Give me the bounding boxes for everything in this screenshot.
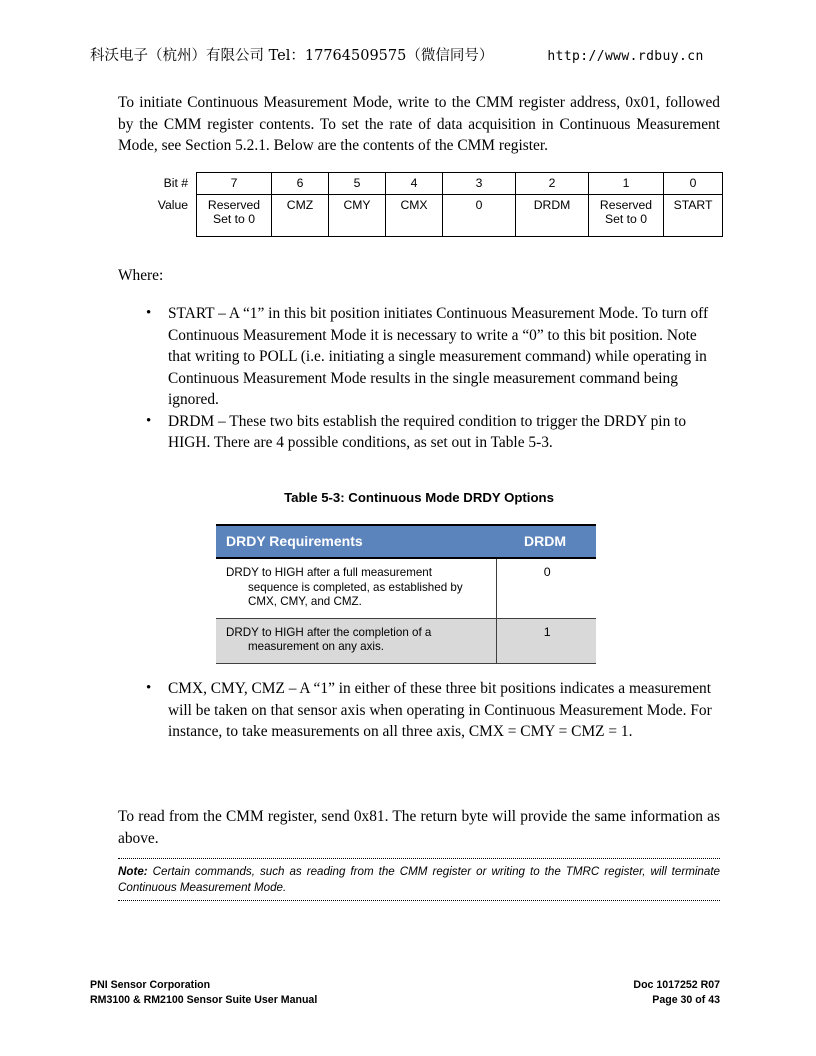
column-header-drdm: DRDM: [496, 525, 596, 558]
value-cell-4: [386, 195, 443, 237]
table-5-3: [216, 524, 596, 664]
bullet-text-cmx-cmy-cmz: CMX, CMY, CMZ – A “1” in either of these three bit positions indicates a measurement will be taken on that sensor axis when operating in Continuous Measurement Mode. For instance, to take measurements on all three axis, CMX = CMY = CMZ = 1.: [168, 680, 712, 740]
note-body: Certain commands, such as reading from the CMM register or writing to the TMRC register, will terminate Continuous Measurement Mode.: [118, 865, 720, 894]
value-cell-0-line1: START: [673, 198, 713, 212]
bullet-icon: •: [146, 412, 152, 429]
cell-drdy-requirement-1: [216, 618, 496, 663]
value-cell-1-line2: Set to 0: [604, 212, 647, 226]
bit-cell-5: 5: [329, 173, 386, 195]
bullet-list-after-table: [118, 678, 720, 743]
list-item: [118, 303, 720, 411]
bullet-text-drdm: DRDM – These two bits establish the required condition to trigger the DRDY pin to HIGH. There are 4 possible conditions, as set out in Table 5-3.: [168, 412, 687, 451]
note-label: Note:: [118, 865, 148, 878]
cell-drdy-requirement-0: [216, 558, 496, 618]
requirement-line-2: measurement on any axis.: [248, 640, 384, 654]
requirement-line-3: CMX, CMY, and CMZ.: [248, 595, 362, 609]
page-footer: [90, 978, 720, 1008]
vendor-header: [90, 44, 738, 68]
bit-cell-1: 1: [589, 173, 664, 195]
bullet-icon: •: [146, 680, 152, 696]
column-header-drdy-requirements: DRDY Requirements: [216, 525, 496, 558]
bit-row-label: Bit #: [163, 175, 188, 190]
closing-paragraph: To read from the CMM register, send 0x81. The return byte will provide the same information as above.: [118, 808, 720, 847]
note-callout: [118, 858, 720, 901]
bit-value-row: [136, 195, 723, 237]
bit-cell-0: 0: [664, 173, 723, 195]
footer-doc-number: Doc 1017252 R07: [633, 979, 720, 991]
table-5-3-header-row: [216, 525, 596, 558]
bit-cell-2: 2: [516, 173, 589, 195]
value-cell-1: [589, 195, 664, 237]
value-cell-5: [329, 195, 386, 237]
bullet-text-start: START – A “1” in this bit position initiates Continuous Measurement Mode. To turn off Continuous Measurement Mode it is necessary to write a “0” to this bit position. Note that writing to POLL (i.e. initiating a single measurement command) while operating in Continuous Measurement Mode results in the single measurement command being ignored.: [168, 305, 709, 408]
value-cell-1-line1: Reserved: [599, 198, 653, 212]
requirement-line-2: sequence is completed, as established by: [248, 580, 463, 594]
bit-cell-4: 4: [386, 173, 443, 195]
table-row: [216, 618, 596, 663]
value-cell-6: [272, 195, 329, 237]
where-label: Where:: [118, 267, 164, 284]
closing-paragraph-container: [118, 806, 720, 849]
note-text: [118, 864, 720, 895]
vendor-company-line: 科沃电子（杭州）有限公司 Tel：17764509575（微信同号）: [90, 48, 494, 64]
footer-company: PNI Sensor Corporation: [90, 979, 211, 991]
cell-drdm-value-0: 0: [496, 558, 596, 618]
value-cell-3: [443, 195, 516, 237]
value-cell-2-line1: DRDM: [533, 198, 571, 212]
value-cell-4-line1: CMX: [400, 198, 428, 212]
requirement-line-1: DRDY to HIGH after the completion of a: [226, 625, 432, 639]
requirement-line-1: DRDY to HIGH after a full measurement: [226, 566, 432, 579]
value-cell-7-line2: Set to 0: [212, 212, 255, 226]
value-cell-0: [664, 195, 723, 237]
value-row-label: Value: [157, 197, 188, 212]
table-row: [216, 558, 596, 618]
footer-right: [633, 978, 720, 1008]
bit-cell-7: 7: [197, 173, 272, 195]
bullet-icon: •: [146, 305, 152, 321]
value-cell-2: [516, 195, 589, 237]
table-5-3-caption: Table 5-3: Continuous Mode DRDY Options: [284, 490, 554, 505]
bit-cell-3: 3: [443, 173, 516, 195]
cell-drdm-value-1: 1: [496, 618, 596, 663]
footer-left: [90, 978, 317, 1008]
footer-page-number: Page 30 of 43: [652, 994, 720, 1006]
value-cell-7: [197, 195, 272, 237]
bullet-list-before-table: [118, 303, 720, 454]
intro-paragraph-container: [118, 92, 720, 157]
value-cell-6-line1: CMZ: [286, 198, 314, 212]
list-item: [118, 678, 720, 743]
cmm-register-bit-table: [136, 172, 723, 237]
footer-manual-title: RM3100 & RM2100 Sensor Suite User Manual: [90, 994, 318, 1006]
value-cell-3-line1: 0: [475, 198, 483, 212]
vendor-website-url: http://www.rdbuy.cn: [547, 49, 704, 64]
value-cell-5-line1: CMY: [343, 198, 371, 212]
bit-number-row: [136, 173, 723, 195]
intro-paragraph: To initiate Continuous Measurement Mode, write to the CMM register address, 0x01, followed by the CMM register contents. To set the rate of data acquisition in Continuous Measurement Mode, see Section 5.2.1. Below are the contents of the CMM register.: [118, 94, 720, 154]
bit-cell-6: 6: [272, 173, 329, 195]
value-cell-7-line1: Reserved: [207, 198, 261, 212]
list-item: [118, 411, 720, 454]
